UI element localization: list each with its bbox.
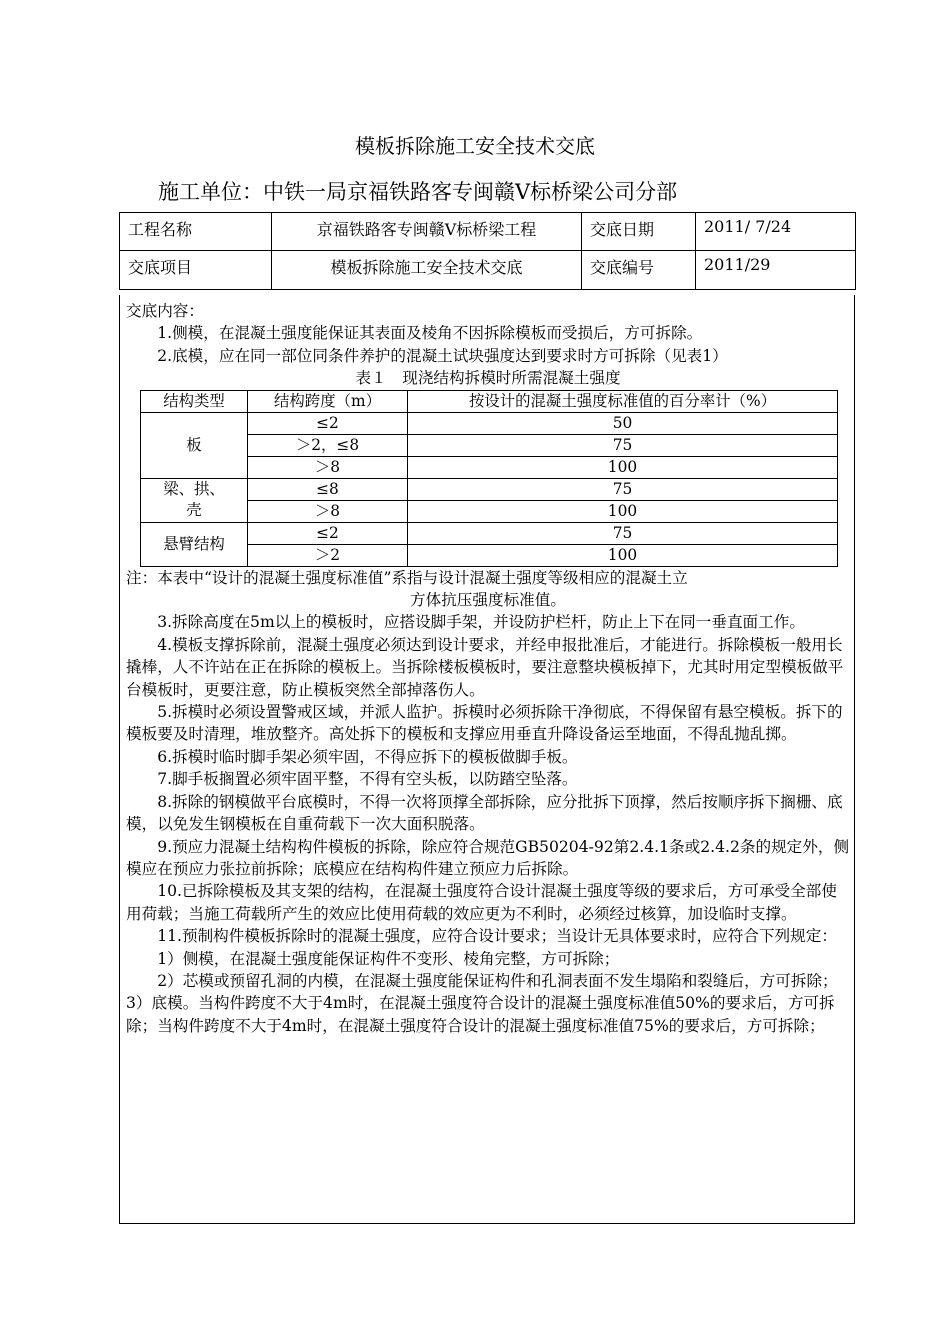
table-note-line1: 注：本表中“设计的混凝土强度标准值”系指与设计混凝土强度等级相应的混凝土立 (126, 568, 688, 587)
project-name-value: 京福铁路客专闽赣Ⅴ标桥梁工程 (272, 213, 582, 251)
pct-cell: 75 (408, 478, 838, 500)
info-table (119, 212, 856, 290)
table-header-row (141, 390, 838, 412)
pct-cell: 100 (408, 500, 838, 522)
date-value: 2011/ 7/24 (696, 213, 856, 251)
span-cell: ＞8 (248, 500, 408, 522)
header-span: 结构跨度（m） (248, 390, 408, 412)
type-cell: 梁、拱、壳 (141, 478, 248, 522)
content-body (126, 300, 850, 1037)
span-cell: ＞2，≤8 (248, 434, 408, 456)
paragraph-8: 8.拆除的钢模做平台底模时，不得一次将顶撑全部拆除，应分批拆下顶撑，然后按顺序拆下搁栅、底模，以免发生钢模板在自重荷载下一次大面积脱落。 (126, 792, 843, 834)
paragraph-10: 10.已拆除模板及其支架的结构，在混凝土强度符合设计混凝土强度等级的要求后，方可承受全部使用荷载；当施工荷载所产生的效应比使用荷载的效应更为不利时，必须经过核算，加设临时支撑。 (126, 882, 837, 923)
date-label: 交底日期 (582, 213, 696, 251)
item-label: 交底项目 (120, 251, 272, 290)
type-cell: 悬臂结构 (141, 522, 248, 566)
number-label: 交底编号 (582, 251, 696, 290)
span-cell: ＞2 (248, 544, 408, 566)
pct-cell: 50 (408, 412, 838, 434)
info-row (120, 213, 856, 251)
span-cell: ≤2 (248, 522, 408, 544)
paragraph-11-2: 2）芯模或预留孔洞的内模，在混凝土强度能保证构件和孔洞表面不发生塌陷和裂缝后，方可拆除； (157, 971, 838, 990)
page-title: 模板拆除施工安全技术交底 (355, 134, 595, 158)
content-heading: 交底内容： (126, 302, 204, 320)
pct-cell: 75 (408, 522, 838, 544)
content-box (119, 295, 855, 1224)
span-cell: ≤2 (248, 412, 408, 434)
type-cell: 板 (141, 412, 248, 478)
paragraph-4: 4.模板支撑拆除前，混凝土强度必须达到设计要求，并经申报批准后，才能进行。拆除模板一般用长撬棒，人不许站在正在拆除的模板上。当拆除楼板模板时，要注意整块模板掉下，尤其时用定型模板做平台模板时，更要注意，防止模板突然全部掉落伤人。 (126, 635, 844, 699)
pct-cell: 100 (408, 544, 838, 566)
paragraph-11-1: 1）侧模，在混凝土强度能保证构件不变形、棱角完整，方可拆除； (157, 949, 620, 968)
number-value: 2011/29 (696, 251, 856, 290)
span-cell: ＞8 (248, 456, 408, 478)
paragraph-9: 9.预应力混凝土结构构件模板的拆除，除应符合规范GB50204-92第2.4.1条或2.4.2条的规定外，侧模应在预应力张拉前拆除；底模应在结构构件建立预应力后拆除。 (126, 837, 850, 878)
paragraph-11-3: 3）底模。当构件跨度不大于4m时，在混凝土强度符合设计的混凝土强度标准值50%的要求后，方可拆除；当构件跨度不大于4m时，在混凝土强度符合设计的混凝土强度标准值75%的要求后，方可拆除； (126, 994, 835, 1035)
paragraph-1: 1.侧模，在混凝土强度能保证其表面及棱角不因拆除模板而受损后，方可拆除。 (157, 324, 703, 343)
paragraph-2: 2.底模，应在同一部位同条件养护的混凝土试块强度达到要求时方可拆除（见表1） (157, 346, 728, 365)
item-value: 模板拆除施工安全技术交底 (272, 251, 582, 290)
table-row (141, 412, 838, 434)
info-row (120, 251, 856, 290)
header-structure-type: 结构类型 (141, 390, 248, 412)
pct-cell: 75 (408, 434, 838, 456)
paragraph-3: 3.拆除高度在5m以上的模板时，应搭设脚手架，并设防护栏杆，防止上下在同一垂直面工作。 (157, 613, 805, 632)
paragraph-5: 5.拆模时必须设置警戒区域，并派人监护。拆模时必须拆除干净彻底，不得保留有悬空模板。拆下的模板要及时清理，堆放整齐。高处拆下的模板和支撑应用垂直升降设备运至地面，不得乱抛乱掷。 (126, 703, 843, 744)
paragraph-7: 7.脚手板搁置必须牢固平整，不得有空头板，以防踏空坠落。 (157, 770, 578, 789)
pct-cell: 100 (408, 456, 838, 478)
paragraph-6: 6.拆模时临时脚手架必须牢固，不得应拆下的模板做脚手板。 (157, 747, 578, 766)
project-name-label: 工程名称 (120, 213, 272, 251)
strength-table (140, 390, 838, 567)
table-note-line2: 方体抗压强度标准值。 (410, 591, 566, 610)
table-row (141, 522, 838, 544)
span-cell: ≤8 (248, 478, 408, 500)
construction-unit: 施工单位：中铁一局京福铁路客专闽赣Ⅴ标桥梁公司分部 (158, 180, 678, 204)
header-percentage: 按设计的混凝土强度标准值的百分率计（%） (408, 390, 838, 412)
paragraph-11: 11.预制构件模板拆除时的混凝土强度，应符合设计要求；当设计无具体要求时，应符合下列规定： (157, 927, 837, 946)
table-row (141, 478, 838, 500)
table-caption: 表１ 现浇结构拆模时所需混凝土强度 (355, 369, 621, 388)
